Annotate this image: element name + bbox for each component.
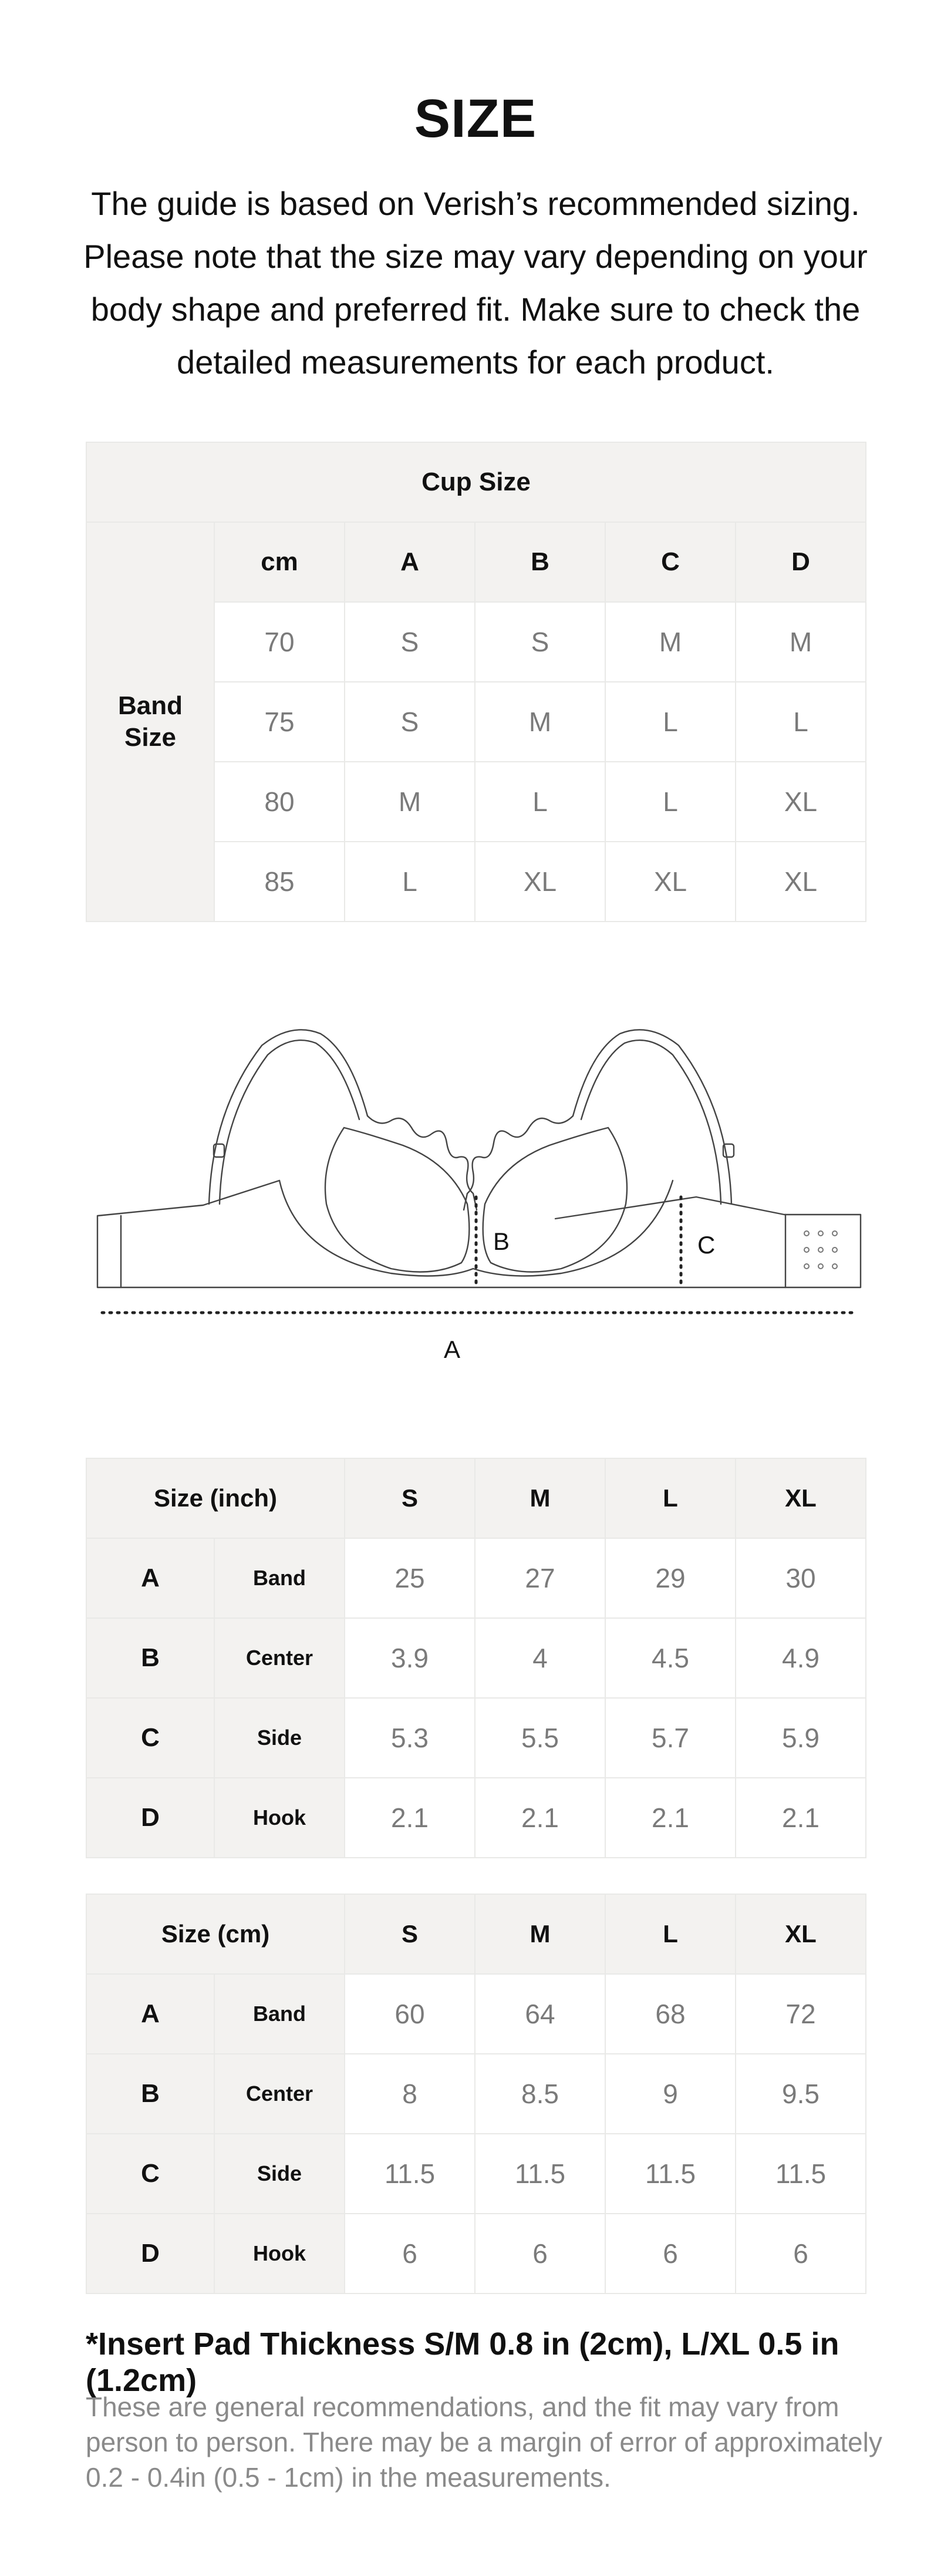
- size-header: M: [475, 1894, 605, 1974]
- row-part: Hook: [214, 1778, 345, 1858]
- value-cell: 60: [345, 1974, 475, 2054]
- table-row: [86, 2134, 866, 2214]
- row-letter: D: [86, 2214, 214, 2293]
- size-cell: M: [345, 762, 475, 842]
- value-cell: 4: [475, 1618, 605, 1698]
- cup-header: B: [475, 522, 605, 602]
- row-letter: D: [86, 1778, 214, 1858]
- row-part: Band: [214, 1974, 345, 2054]
- value-cell: 11.5: [605, 2134, 736, 2214]
- size-cell: L: [475, 762, 605, 842]
- value-cell: 6: [736, 2214, 866, 2293]
- value-cell: 2.1: [736, 1778, 866, 1858]
- value-cell: 5.9: [736, 1698, 866, 1778]
- value-cell: 6: [345, 2214, 475, 2293]
- size-cell: M: [736, 602, 866, 682]
- right-strap: [573, 1030, 731, 1204]
- table-row: [86, 2054, 866, 2134]
- value-cell: 29: [605, 1538, 736, 1618]
- size-cell: XL: [736, 762, 866, 842]
- band-size-label: [86, 522, 214, 922]
- value-cell: 68: [605, 1974, 736, 2054]
- band-value: 85: [214, 842, 345, 922]
- row-letter: C: [86, 1698, 214, 1778]
- value-cell: 5.3: [345, 1698, 475, 1778]
- size-header: L: [605, 1894, 736, 1974]
- value-cell: 8.5: [475, 2054, 605, 2134]
- cm-measurement-table: [86, 1894, 866, 2294]
- inch-measurement-table: [86, 1458, 866, 1858]
- band-value: 80: [214, 762, 345, 842]
- intro-text: The guide is based on Verish’s recommended sizing. Please note that the size may vary depending on your body shape and preferred fit. Make sure to check the detailed measurements for each product.: [83, 185, 868, 381]
- value-cell: 5.5: [475, 1698, 605, 1778]
- band-value: 75: [214, 682, 345, 762]
- row-part: Side: [214, 1698, 345, 1778]
- size-cell: L: [605, 762, 736, 842]
- size-cell: XL: [605, 842, 736, 922]
- row-letter: C: [86, 2134, 214, 2214]
- band-value: 70: [214, 602, 345, 682]
- disclaimer-text: These are general recommendations, and the fit may vary from person to person. There may be a margin of error of approximately 0.2 - 0.4in (0.5 - 1cm) in the measurements.: [86, 2392, 882, 2493]
- left-strap: [209, 1030, 367, 1204]
- size-cell: S: [345, 682, 475, 762]
- row-part: Center: [214, 1618, 345, 1698]
- size-header: S: [345, 1894, 475, 1974]
- size-cell: L: [345, 842, 475, 922]
- row-letter: B: [86, 1618, 214, 1698]
- size-cell: M: [475, 682, 605, 762]
- value-cell: 25: [345, 1538, 475, 1618]
- value-cell: 11.5: [345, 2134, 475, 2214]
- size-cell: M: [605, 602, 736, 682]
- cup-header: D: [736, 522, 866, 602]
- bra-band-outline: [97, 1181, 861, 1287]
- value-cell: 8: [345, 2054, 475, 2134]
- bra-measurement-diagram: [86, 1010, 865, 1374]
- cup-size-caption: Cup Size: [86, 442, 866, 522]
- row-part: Center: [214, 2054, 345, 2134]
- row-letter: A: [86, 1974, 214, 2054]
- pad-thickness-note: *Insert Pad Thickness S/M 0.8 in (2cm), L/XL 0.5 in (1.2cm): [86, 2326, 839, 2398]
- value-cell: 5.7: [605, 1698, 736, 1778]
- table-row: [86, 1974, 866, 2054]
- size-header: M: [475, 1458, 605, 1538]
- size-header: XL: [736, 1458, 866, 1538]
- size-cell: S: [345, 602, 475, 682]
- band-size-label-text: Band Size: [118, 691, 183, 752]
- value-cell: 72: [736, 1974, 866, 2054]
- label-c: C: [697, 1231, 716, 1259]
- value-cell: 11.5: [475, 2134, 605, 2214]
- size-cell: XL: [475, 842, 605, 922]
- row-letter: B: [86, 2054, 214, 2134]
- label-a: A: [444, 1336, 461, 1363]
- cm-table-caption: Size (cm): [86, 1894, 345, 1974]
- row-part: Hook: [214, 2214, 345, 2293]
- size-cell: L: [736, 682, 866, 762]
- table-row: [86, 2214, 866, 2293]
- value-cell: 27: [475, 1538, 605, 1618]
- value-cell: 2.1: [475, 1778, 605, 1858]
- row-part: Side: [214, 2134, 345, 2214]
- value-cell: 6: [605, 2214, 736, 2293]
- value-cell: 9.5: [736, 2054, 866, 2134]
- value-cell: 2.1: [605, 1778, 736, 1858]
- table-row: [86, 1698, 866, 1778]
- row-part: Band: [214, 1538, 345, 1618]
- value-cell: 6: [475, 2214, 605, 2293]
- value-cell: 64: [475, 1974, 605, 2054]
- page-title: SIZE: [414, 89, 537, 149]
- cup-header: C: [605, 522, 736, 602]
- size-header: L: [605, 1458, 736, 1538]
- inch-table-caption: Size (inch): [86, 1458, 345, 1538]
- table-row: [86, 1778, 866, 1858]
- size-cell: S: [475, 602, 605, 682]
- left-cup-edge: [367, 1116, 477, 1210]
- right-cup-edge: [464, 1116, 573, 1210]
- cup-size-table: [86, 442, 866, 922]
- value-cell: 11.5: [736, 2134, 866, 2214]
- row-letter: A: [86, 1538, 214, 1618]
- value-cell: 2.1: [345, 1778, 475, 1858]
- value-cell: 30: [736, 1538, 866, 1618]
- value-cell: 3.9: [345, 1618, 475, 1698]
- value-cell: 4.9: [736, 1618, 866, 1698]
- size-cell: XL: [736, 842, 866, 922]
- size-cell: L: [605, 682, 736, 762]
- size-header: S: [345, 1458, 475, 1538]
- value-cell: 9: [605, 2054, 736, 2134]
- table-row: [86, 1538, 866, 1618]
- cup-header: A: [345, 522, 475, 602]
- unit-header: cm: [214, 522, 345, 602]
- size-header: XL: [736, 1894, 866, 1974]
- label-b: B: [493, 1228, 510, 1255]
- table-row: [86, 1618, 866, 1698]
- value-cell: 4.5: [605, 1618, 736, 1698]
